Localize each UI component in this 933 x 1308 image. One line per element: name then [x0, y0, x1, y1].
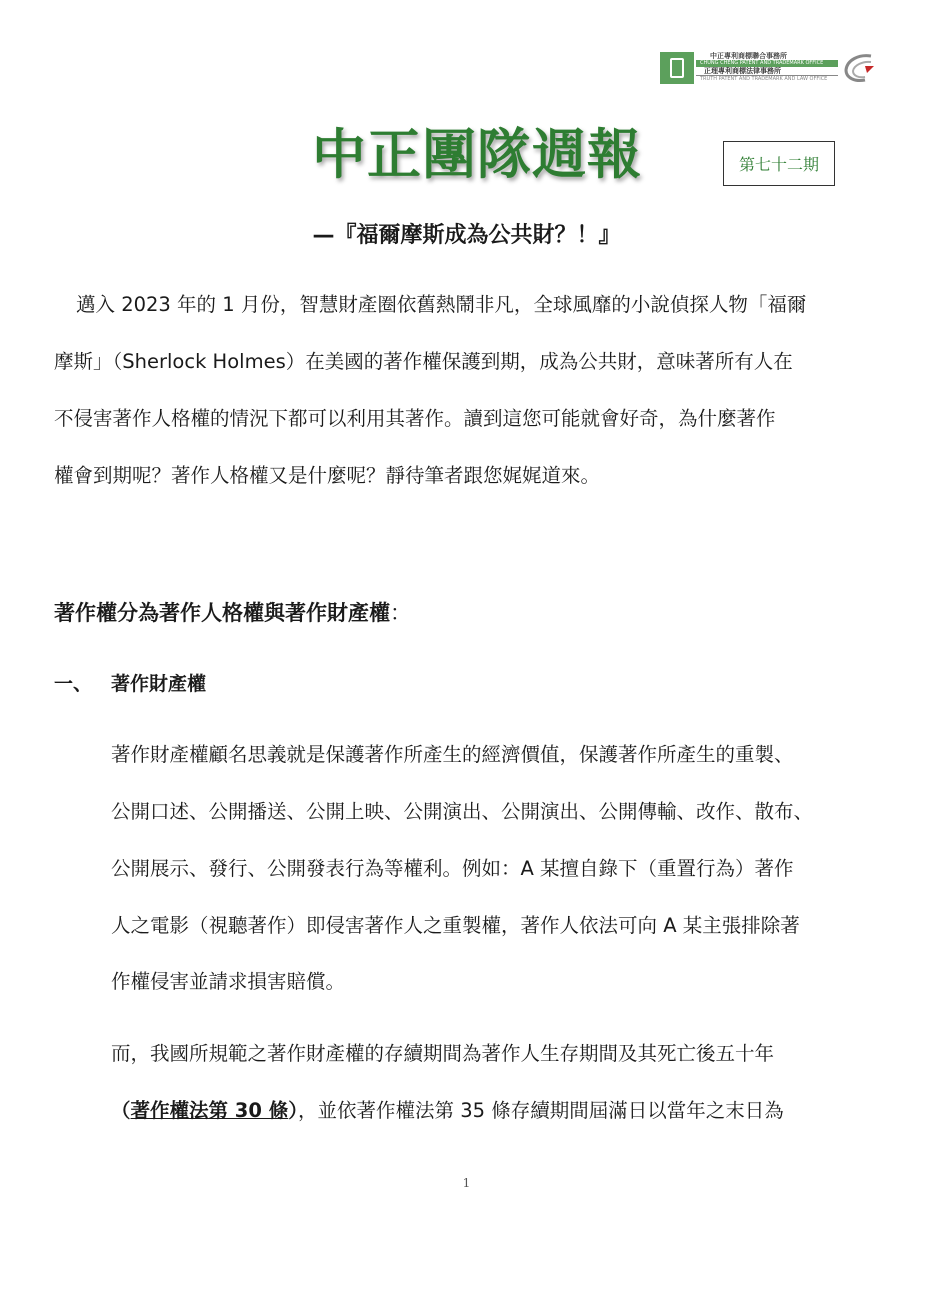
- firm-logo-text: [696, 52, 838, 82]
- intro-line-1: 邁入 2023 年的 1 月份，智慧財產圈依舊熱鬧非凡，全球風靡的小說偵探人物「福爾: [76, 293, 807, 316]
- issue-number-box: [723, 141, 835, 186]
- firm-name-1: 中正專利商標聯合事務所: [710, 52, 787, 60]
- body-line: 作權侵害並請求損害賠償。: [111, 970, 346, 993]
- intro-line-3: 不侵害著作人格權的情況下都可以利用其著作。讀到這您可能就會好奇，為什麼著作: [54, 407, 776, 430]
- body-line: 人之電影（視聽著作）即侵害著作人之重製權，著作人依法可向 A 某主張排除著: [111, 914, 800, 937]
- subsection-number: 一、: [54, 673, 93, 695]
- page-number: 1: [462, 1176, 471, 1190]
- paren-open: （: [111, 1099, 131, 1122]
- body-line: [111, 1095, 784, 1123]
- issue-number: 第七十二期: [738, 155, 819, 174]
- body-line: 公開展示、發行、公開發表行為等權利。例如：A 某擅自錄下（重置行為）著作: [111, 857, 794, 880]
- subsection-title: 著作財產權: [111, 673, 207, 695]
- swoosh-icon: [841, 52, 877, 84]
- subsection-heading: [54, 669, 206, 696]
- firm-name-2-en: TRUTH PATENT AND TRADEMARK AND LAW OFFICE: [696, 75, 838, 82]
- section-heading-text: 著作權分為著作人格權與著作財產權: [54, 601, 390, 625]
- article-subtitle: —『福爾摩斯成為公共財？！』: [312, 223, 621, 248]
- paren-close: ）: [288, 1099, 298, 1122]
- section-heading: [54, 597, 411, 627]
- law-reference: 著作權法第 30 條: [130, 1099, 289, 1122]
- newsletter-title: 中正團隊週報: [312, 123, 642, 186]
- body-line: 而，我國所規範之著作財產權的存續期間為著作人生存期間及其死亡後五十年: [111, 1042, 775, 1065]
- firm-logo: [660, 50, 880, 86]
- section-heading-colon: ：: [390, 601, 411, 625]
- body-text: ，並依著作權法第 35 條存續期間屆滿日以當年之末日為: [298, 1099, 784, 1122]
- firm-logo-mark: [660, 52, 694, 84]
- body-line: 公開口述、公開播送、公開上映、公開演出、公開演出、公開傳輸、改作、散布、: [111, 800, 814, 823]
- intro-line-4: 權會到期呢？著作人格權又是什麼呢？靜待筆者跟您娓娓道來。: [54, 464, 601, 487]
- firm-name-1-en: CHUNG CHENG PATENT AND TRADEMARK OFFICE: [696, 60, 838, 67]
- firm-name-2: 正理專利商標法律事務所: [704, 67, 781, 75]
- intro-line-2: 摩斯」（Sherlock Holmes）在美國的著作權保護到期，成為公共財，意味著所有人在: [54, 350, 793, 373]
- body-line: 著作財產權顧名思義就是保護著作所產生的經濟價值，保護著作所產生的重製、: [111, 743, 794, 766]
